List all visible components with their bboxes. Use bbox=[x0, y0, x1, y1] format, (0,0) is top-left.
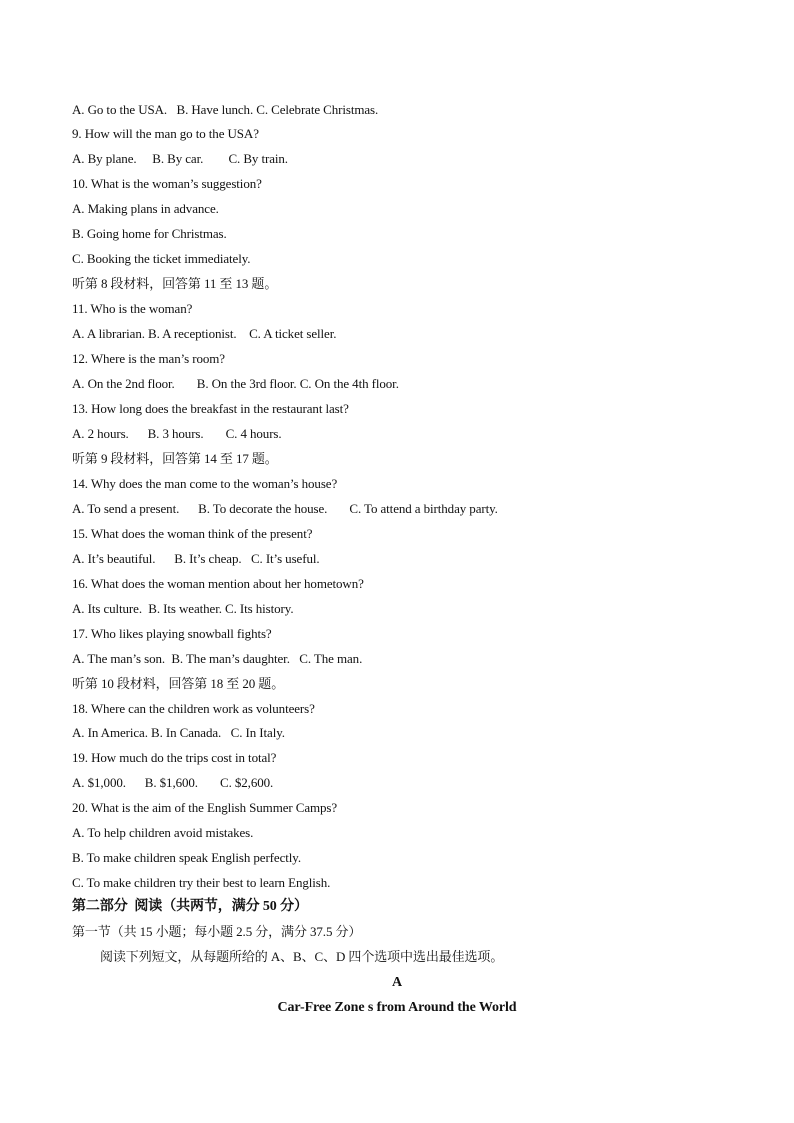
answer-options-q14: A. To send a present. B. To decorate the house. C. To attend a birthday party. bbox=[72, 501, 498, 516]
question-13: 13. How long does the breakfast in the restaurant last? bbox=[72, 401, 349, 416]
answer-options-q18: A. In America. B. In Canada. C. In Italy. bbox=[72, 725, 285, 740]
question-9: 9. How will the man go to the USA? bbox=[72, 126, 259, 141]
question-10: 10. What is the woman’s suggestion? bbox=[72, 176, 262, 191]
section-instruction-8: 听第 8 段材料，回答第 11 至 13 题。 bbox=[72, 276, 278, 291]
answer-options-q8: A. Go to the USA. B. Have lunch. C. Celebrate Christmas. bbox=[72, 102, 379, 117]
question-11: 11. Who is the woman? bbox=[72, 301, 193, 316]
answer-option-q20-c: C. To make children try their best to learn English. bbox=[72, 875, 331, 890]
section-title: 第二部分 阅读（共两节，满分 50 分） bbox=[72, 899, 308, 914]
answer-options-q11: A. A librarian. B. A receptionist. C. A ticket seller. bbox=[72, 326, 337, 341]
answer-options-q12: A. On the 2nd floor. B. On the 3rd floor. C. On the 4th floor. bbox=[72, 376, 399, 391]
question-19: 19. How much do the trips cost in total? bbox=[72, 750, 277, 765]
question-20: 20. What is the aim of the English Summer Camps? bbox=[72, 800, 338, 815]
question-16: 16. What does the woman mention about her hometown? bbox=[72, 576, 364, 591]
answer-option-q20-b: B. To make children speak English perfectly. bbox=[72, 850, 301, 865]
question-18: 18. Where can the children work as volunteers? bbox=[72, 701, 315, 716]
question-14: 14. Why does the man come to the woman’s house? bbox=[72, 476, 338, 491]
section-instruction-10: 听第 10 段材料，回答第 18 至 20 题。 bbox=[72, 676, 285, 691]
answer-option-q10-c: C. Booking the ticket immediately. bbox=[72, 251, 251, 266]
passage-title: Car-Free Zone s from Around the World bbox=[277, 1000, 517, 1015]
passage-letter: A bbox=[391, 975, 402, 990]
answer-option-q10-a: A. Making plans in advance. bbox=[72, 201, 219, 216]
question-17: 17. Who likes playing snowball fights? bbox=[72, 626, 272, 641]
answer-option-q10-b: B. Going home for Christmas. bbox=[72, 226, 227, 241]
answer-options-q16: A. Its culture. B. Its weather. C. Its history. bbox=[72, 601, 294, 616]
answer-options-q9: A. By plane. B. By car. C. By train. bbox=[72, 151, 288, 166]
section-instruction-9: 听第 9 段材料，回答第 14 至 17 题。 bbox=[72, 451, 278, 466]
section-subtitle: 第一节（共 15 小题；每小题 2.5 分，满分 37.5 分） bbox=[72, 924, 362, 939]
question-15: 15. What does the woman think of the present? bbox=[72, 526, 313, 541]
answer-options-q19: A. $1,000. B. $1,600. C. $2,600. bbox=[72, 775, 274, 790]
answer-options-q17: A. The man’s son. B. The man’s daughter. C. The man. bbox=[72, 651, 363, 666]
answer-options-q15: A. It’s beautiful. B. It’s cheap. C. It’s useful. bbox=[72, 551, 320, 566]
answer-option-q20-a: A. To help children avoid mistakes. bbox=[72, 825, 254, 840]
question-12: 12. Where is the man’s room? bbox=[72, 351, 225, 366]
answer-options-q13: A. 2 hours. B. 3 hours. C. 4 hours. bbox=[72, 426, 282, 441]
reading-instruction: 阅读下列短文，从每题所给的 A、B、C、D 四个选项中选出最佳选项。 bbox=[100, 949, 504, 964]
